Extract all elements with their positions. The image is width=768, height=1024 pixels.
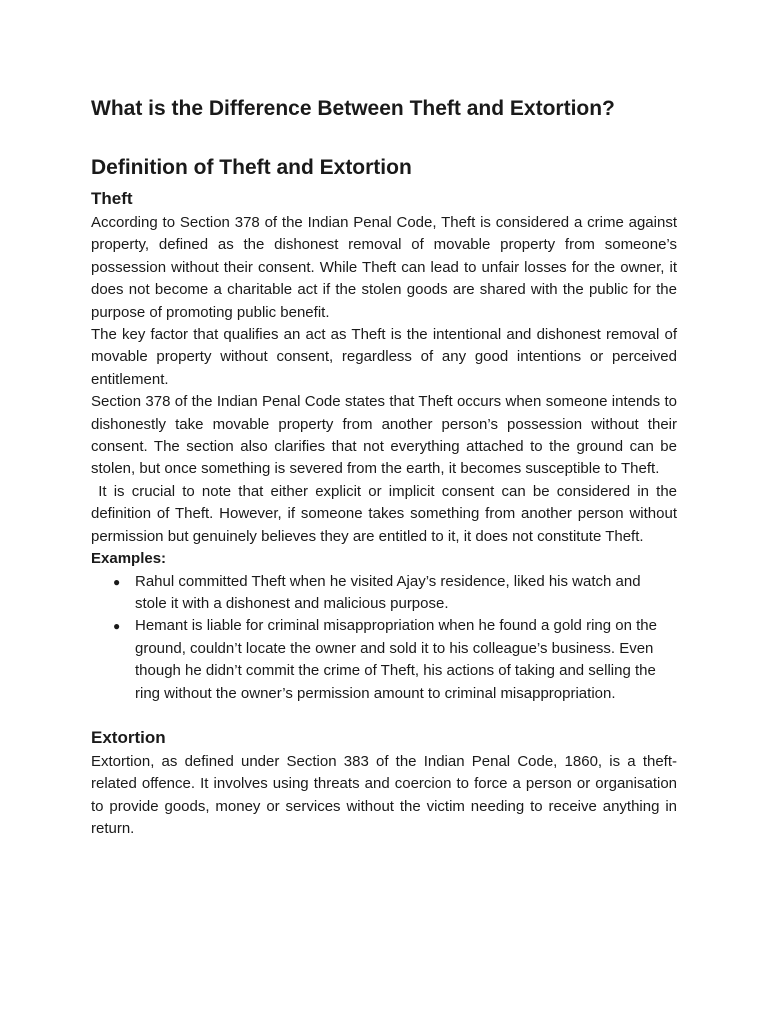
theft-paragraph-4: It is crucial to note that either explicit or implicit consent can be considered in the definition of Theft. However, if someone takes something from another person without permission but genuinely believes they are entitled to it, it does not constitute Theft. — [91, 482, 682, 545]
theft-paragraph-1: According to Section 378 of the Indian Penal Code, Theft is considered a crime against property, defined as the dishonest removal of movable property from someone’s possession without their consent. While Theft can lead to unfair losses for the owner, it does not become a charitable act if the stolen goods are shared with the public for the purpose of promoting public benefit. — [91, 214, 677, 321]
theft-paragraph-3: Section 378 of the Indian Penal Code states that Theft occurs when someone intends to dishonestly take movable property from another person’s possession without their consent. The section also clarifies that not everything attached to the ground can be stolen, but once something is severed from the earth, it becomes susceptible to Theft. — [91, 393, 677, 478]
theft-paragraph-2: The key factor that qualifies an act as Theft is the intentional and dishonest removal of movable property without consent, regardless of any good intentions or perceived entitlement. — [91, 326, 677, 388]
bullet-icon: ● — [113, 574, 121, 589]
examples-list — [91, 571, 677, 705]
example-text: Hemant is liable for criminal misappropriation when he found a gold ring on the ground, couldn’t locate the owner and sold it to his colleague’s business. Even though he didn’t commit the crime of Theft, his actions of taking and selling the ring without the owner’s permission amount to criminal misappropriation. — [135, 617, 657, 702]
extortion-paragraph-1: Extortion, as defined under Section 383 of the Indian Penal Code, 1860, is a theft-related offence. It involves using threats and coercion to force a person or organisation to provide goods, money or services without the victim needing to receive anything in return. — [91, 752, 677, 838]
section-title: Definition of Theft and Extortion — [91, 156, 412, 179]
extortion-heading: Extortion — [91, 727, 166, 747]
examples-label: Examples: — [91, 550, 167, 568]
list-item-example-1 — [91, 571, 677, 616]
bullet-icon: ● — [113, 619, 121, 634]
document-title: What is the Difference Between Theft and Extortion? — [91, 97, 615, 120]
list-item-example-2 — [91, 615, 677, 705]
theft-heading: Theft — [91, 189, 133, 208]
document-page — [91, 92, 682, 841]
example-text: Rahul committed Theft when he visited Ajay’s residence, liked his watch and stole it with a dishonest and malicious purpose. — [135, 572, 641, 612]
